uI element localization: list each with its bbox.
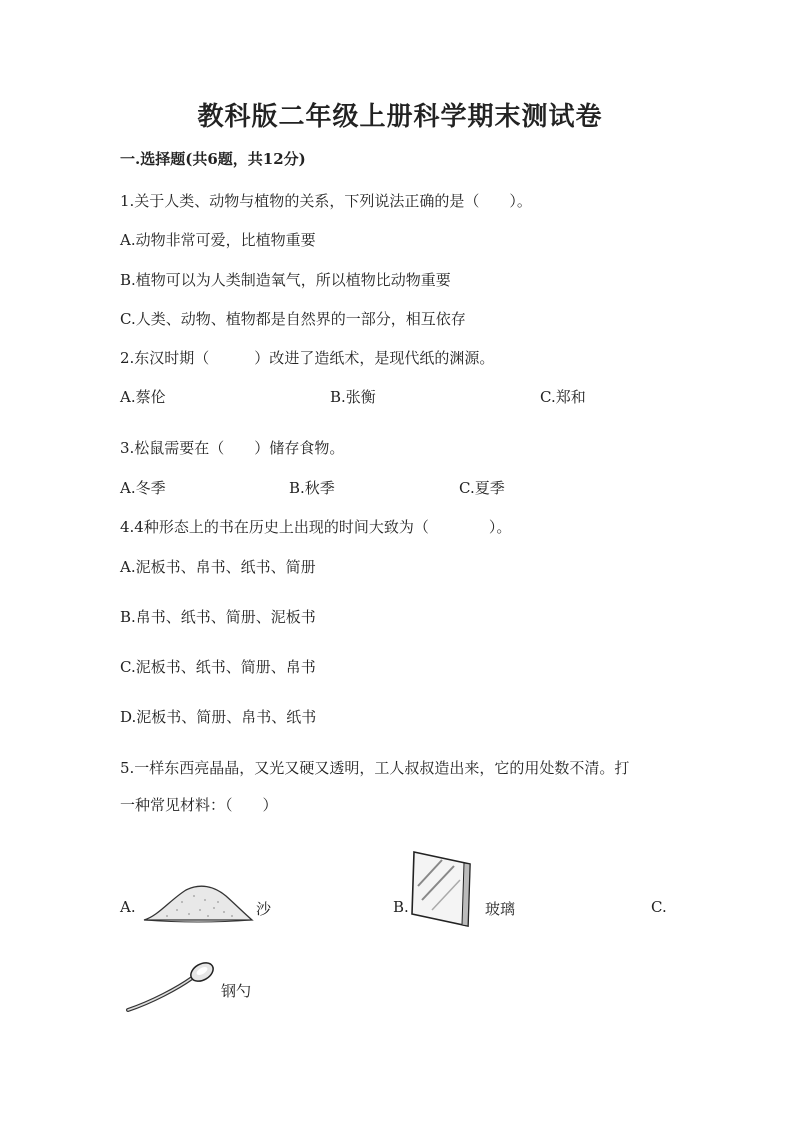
question-5-option-b-letter: B. xyxy=(393,898,409,916)
question-5-option-c-label: 钢勺 xyxy=(221,982,252,1000)
question-2-option-c: C.郑和 xyxy=(540,388,586,406)
question-5-stem-line1: 5.一样东西亮晶晶，又光又硬又透明，工人叔叔造出来，它的用处数不清。打 xyxy=(120,759,630,777)
question-4-option-a: A.泥板书、帛书、纸书、简册 xyxy=(120,558,316,576)
question-2-option-b: B.张衡 xyxy=(330,388,376,406)
question-5-option-a-letter: A. xyxy=(120,898,136,916)
question-3-option-a: A.冬季 xyxy=(120,479,166,497)
section-heading: 一.选择题(共6题，共12分) xyxy=(120,150,306,168)
page-title: 教科版二年级上册科学期末测试卷 xyxy=(197,102,603,132)
question-4-option-b: B.帛书、纸书、简册、泥板书 xyxy=(120,608,316,626)
question-3-option-c: C.夏季 xyxy=(459,479,505,497)
question-5-option-b-label: 玻璃 xyxy=(485,900,516,918)
question-4-option-c: C.泥板书、纸书、简册、帛书 xyxy=(120,658,316,676)
steel-spoon-icon xyxy=(122,958,218,1018)
question-3-option-b: B.秋季 xyxy=(289,479,335,497)
question-1-option-a: A.动物非常可爱，比植物重要 xyxy=(120,231,316,249)
sand-pile-icon xyxy=(142,880,254,926)
question-1-option-c: C.人类、动物、植物都是自然界的一部分，相互依存 xyxy=(120,310,466,328)
question-4-option-d: D.泥板书、简册、帛书、纸书 xyxy=(120,708,317,726)
question-1-stem: 1.关于人类、动物与植物的关系，下列说法正确的是（ ）。 xyxy=(120,192,532,210)
question-4-stem: 4.4种形态上的书在历史上出现的时间大致为（ ）。 xyxy=(120,518,512,536)
glass-pane-icon xyxy=(408,848,474,928)
question-5-option-a-label: 沙 xyxy=(256,900,272,918)
question-1-option-b: B.植物可以为人类制造氧气，所以植物比动物重要 xyxy=(120,271,451,289)
question-5-stem-line2: 一种常见材料：（ ） xyxy=(120,796,278,814)
question-5-option-c-letter: C. xyxy=(651,898,667,916)
question-2-option-a: A.蔡伦 xyxy=(120,388,166,406)
question-3-stem: 3.松鼠需要在（ ）储存食物。 xyxy=(120,439,345,457)
question-2-stem: 2.东汉时期（ ）改进了造纸术，是现代纸的渊源。 xyxy=(120,349,495,367)
